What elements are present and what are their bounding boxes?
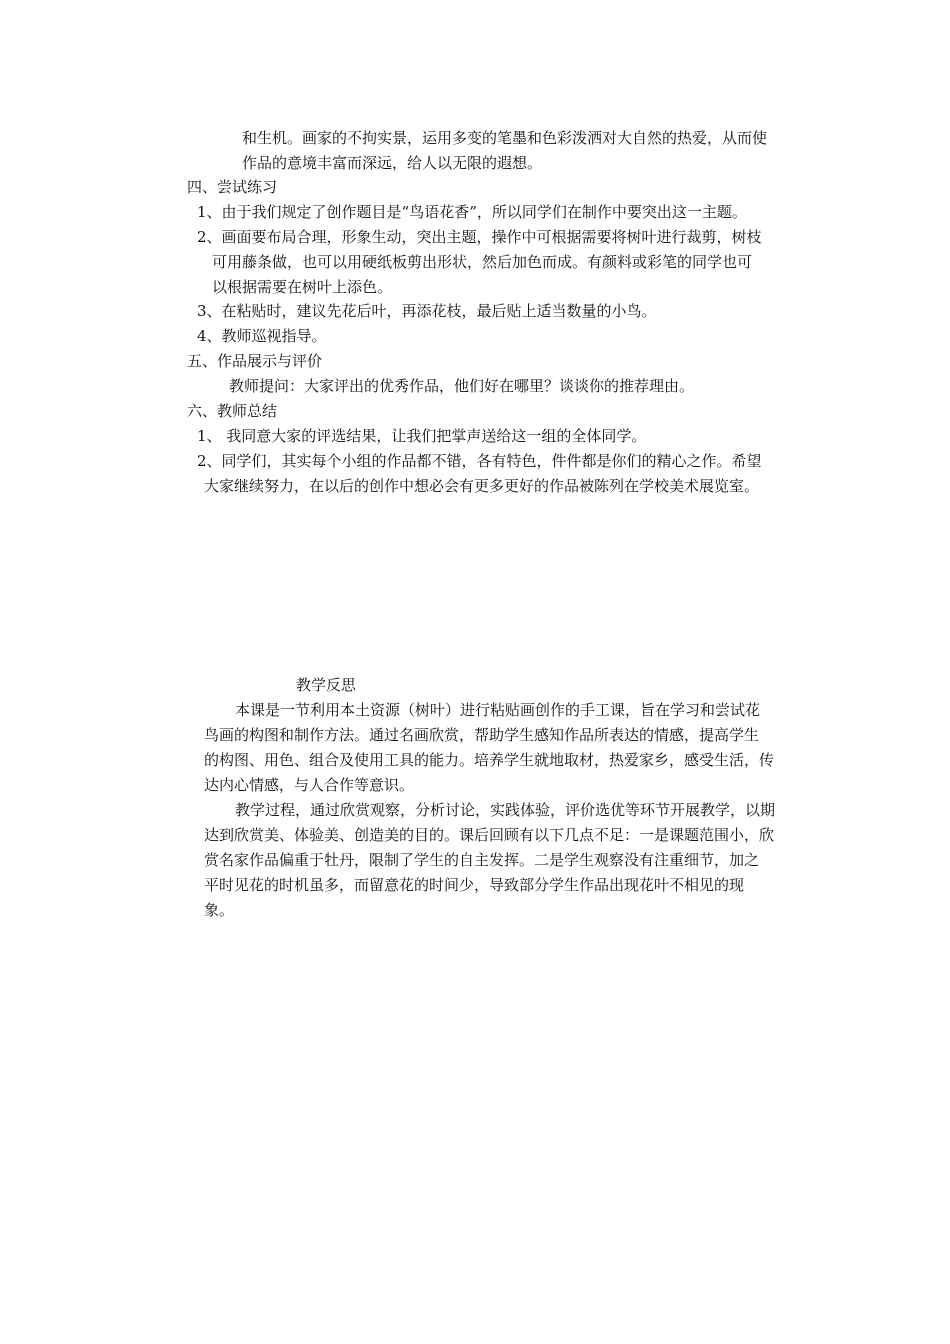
reflection-p1-line-3: 的构图、用色、组合及使用工具的能力。培养学生就地取材，热爱家乡，感受生活，传 — [204, 751, 775, 769]
reflection-p1-line-4: 达内心情感，与人合作等意识。 — [204, 776, 415, 794]
section-4-item-2-line-1: 2、画面要布局合理，形象生动，突出主题，操作中可根据需要将树叶进行裁剪，树枝 — [197, 228, 762, 246]
reflection-p1-line-2: 鸟画的构图和制作方法。通过名画欣赏，帮助学生感知作品所表达的情感，提高学生 — [204, 726, 760, 744]
reflection-p2-line-2: 达到欣赏美、体验美、创造美的目的。课后回顾有以下几点不足：一是课题范围小，欣 — [204, 826, 775, 844]
section-4-heading: 四、尝试练习 — [187, 178, 278, 196]
reflection-p1-line-1: 本课是一节利用本土资源（树叶）进行粘贴画创作的手工课，旨在学习和尝试花 — [235, 701, 761, 719]
section-6-item-2-line-2: 大家继续努力，在以后的创作中想必会有更多更好的作品被陈列在学校美术展览室。 — [204, 477, 760, 495]
intro-line-1: 和生机。画家的不拘实景，运用多变的笔墨和色彩泼洒对大自然的热爱，从而使 — [242, 129, 768, 147]
reflection-p2-line-4: 平时见花的时机虽多，而留意花的时间少，导致部分学生作品出现花叶不相见的现 — [204, 876, 745, 894]
section-4-item-1: 1、由于我们规定了创作题目是“鸟语花香”，所以同学们在制作中要突出这一主题。 — [197, 203, 747, 221]
section-6-item-1: 1、 我同意大家的评选结果，让我们把掌声送给这一组的全体同学。 — [197, 427, 647, 445]
section-4-item-3: 3、在粘贴时，建议先花后叶，再添花枝，最后贴上适当数量的小鸟。 — [197, 302, 657, 320]
section-4-item-2-line-3: 以根据需要在树叶上添色。 — [212, 278, 393, 296]
section-6-heading: 六、教师总结 — [187, 402, 278, 420]
reflection-title: 教学反思 — [296, 676, 357, 694]
section-5-heading: 五、作品展示与评价 — [187, 352, 323, 370]
intro-line-2: 作品的意境丰富而深远，给人以无限的遐想。 — [242, 154, 543, 172]
reflection-p2-line-5: 象。 — [204, 901, 235, 919]
reflection-p2-line-1: 教学过程，通过欣赏观察，分析讨论，实践体验，评价选优等环节开展教学，以期 — [235, 801, 776, 819]
section-4-item-2-line-2: 可用藤条做，也可以用硬纸板剪出形状，然后加色而成。有颜料或彩笔的同学也可 — [212, 253, 753, 271]
section-5-text: 教师提问：大家评出的优秀作品，他们好在哪里？谈谈你的推荐理由。 — [229, 377, 695, 395]
section-4-item-4: 4、教师巡视指导。 — [197, 327, 327, 345]
reflection-p2-line-3: 赏名家作品偏重于牡丹，限制了学生的自主发挥。二是学生观察没有注重细节，加之 — [204, 851, 760, 869]
section-6-item-2-line-1: 2、同学们，其实每个小组的作品都不错，各有特色，件件都是你们的精心之作。希望 — [197, 452, 762, 470]
